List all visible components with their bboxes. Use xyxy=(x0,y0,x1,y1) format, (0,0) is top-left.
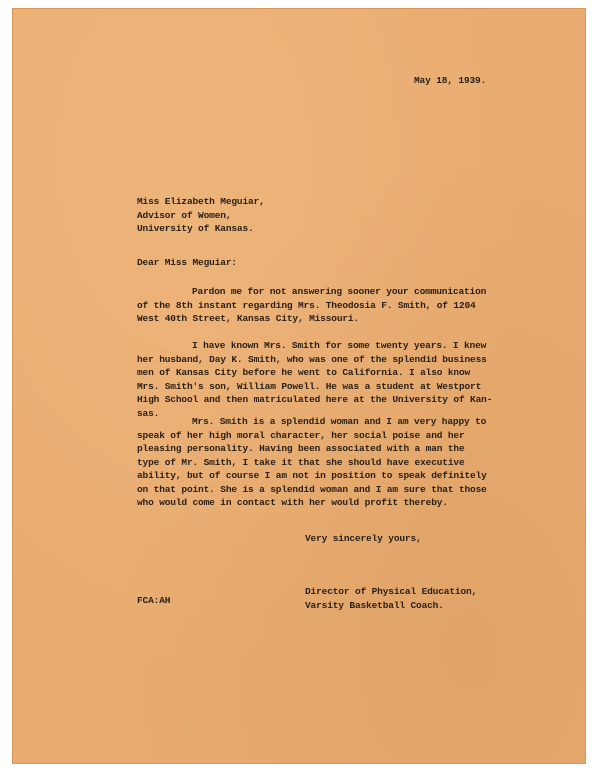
paragraph-line: speak of her high moral character, her social poise and her xyxy=(137,429,465,441)
paragraph-line: men of Kansas City before he went to California. I also know xyxy=(137,367,471,378)
paragraph-line: pleasing personality. Having been associated with a man the xyxy=(137,443,465,454)
signer-title: Director of Physical Education, xyxy=(305,586,478,597)
salutation: Dear Miss Meguiar: xyxy=(137,257,237,268)
paragraph-line: ability, but of course I am not in position to speak definitely xyxy=(137,470,487,481)
paragraph-line: who would come in contact with her would profit thereby. xyxy=(137,497,448,508)
paragraph-line: High School and then matriculated here at the University of Kan- xyxy=(137,394,493,405)
complimentary-closing: Very sincerely yours, xyxy=(305,533,422,544)
recipient-title: Advisor of Women, xyxy=(137,209,232,221)
paragraph-line: type of Mr. Smith, I take it that she should have executive xyxy=(137,456,465,468)
letter-body xyxy=(12,8,586,764)
paragraph-2 xyxy=(137,339,527,420)
paragraph-1 xyxy=(137,285,527,326)
paragraph-line: Pardon me for not answering sooner your communication xyxy=(192,286,487,297)
paragraph-line: sas. xyxy=(137,407,160,419)
paragraph-line: I have known Mrs. Smith for some twenty years. I knew xyxy=(192,340,487,351)
paragraph-line: Mrs. Smith's son, William Powell. He was a student at Westport xyxy=(137,380,482,392)
paragraph-line: of the 8th instant regarding Mrs. Theodosia F. Smith, of 1204 xyxy=(137,299,476,311)
paragraph-line: West 40th Street, Kansas City, Missouri. xyxy=(137,313,360,324)
signer-role: Varsity Basketball Coach. xyxy=(305,599,444,611)
paragraph-line: Mrs. Smith is a splendid woman and I am very happy to xyxy=(192,416,487,427)
paragraph-3 xyxy=(137,415,527,510)
reference-initials: FCA:AH xyxy=(137,595,171,606)
letter-date: May 18, 1939. xyxy=(414,75,487,86)
letter-page xyxy=(12,8,586,764)
paragraph-line: on that point. She is a splendid woman and I am sure that those xyxy=(137,483,487,495)
paragraph-line: her husband, Day K. Smith, who was one of the splendid business xyxy=(137,353,487,365)
recipient-address xyxy=(137,195,265,236)
signature-block xyxy=(305,585,477,612)
recipient-institution: University of Kansas. xyxy=(137,223,254,234)
recipient-name: Miss Elizabeth Meguiar, xyxy=(137,196,265,207)
